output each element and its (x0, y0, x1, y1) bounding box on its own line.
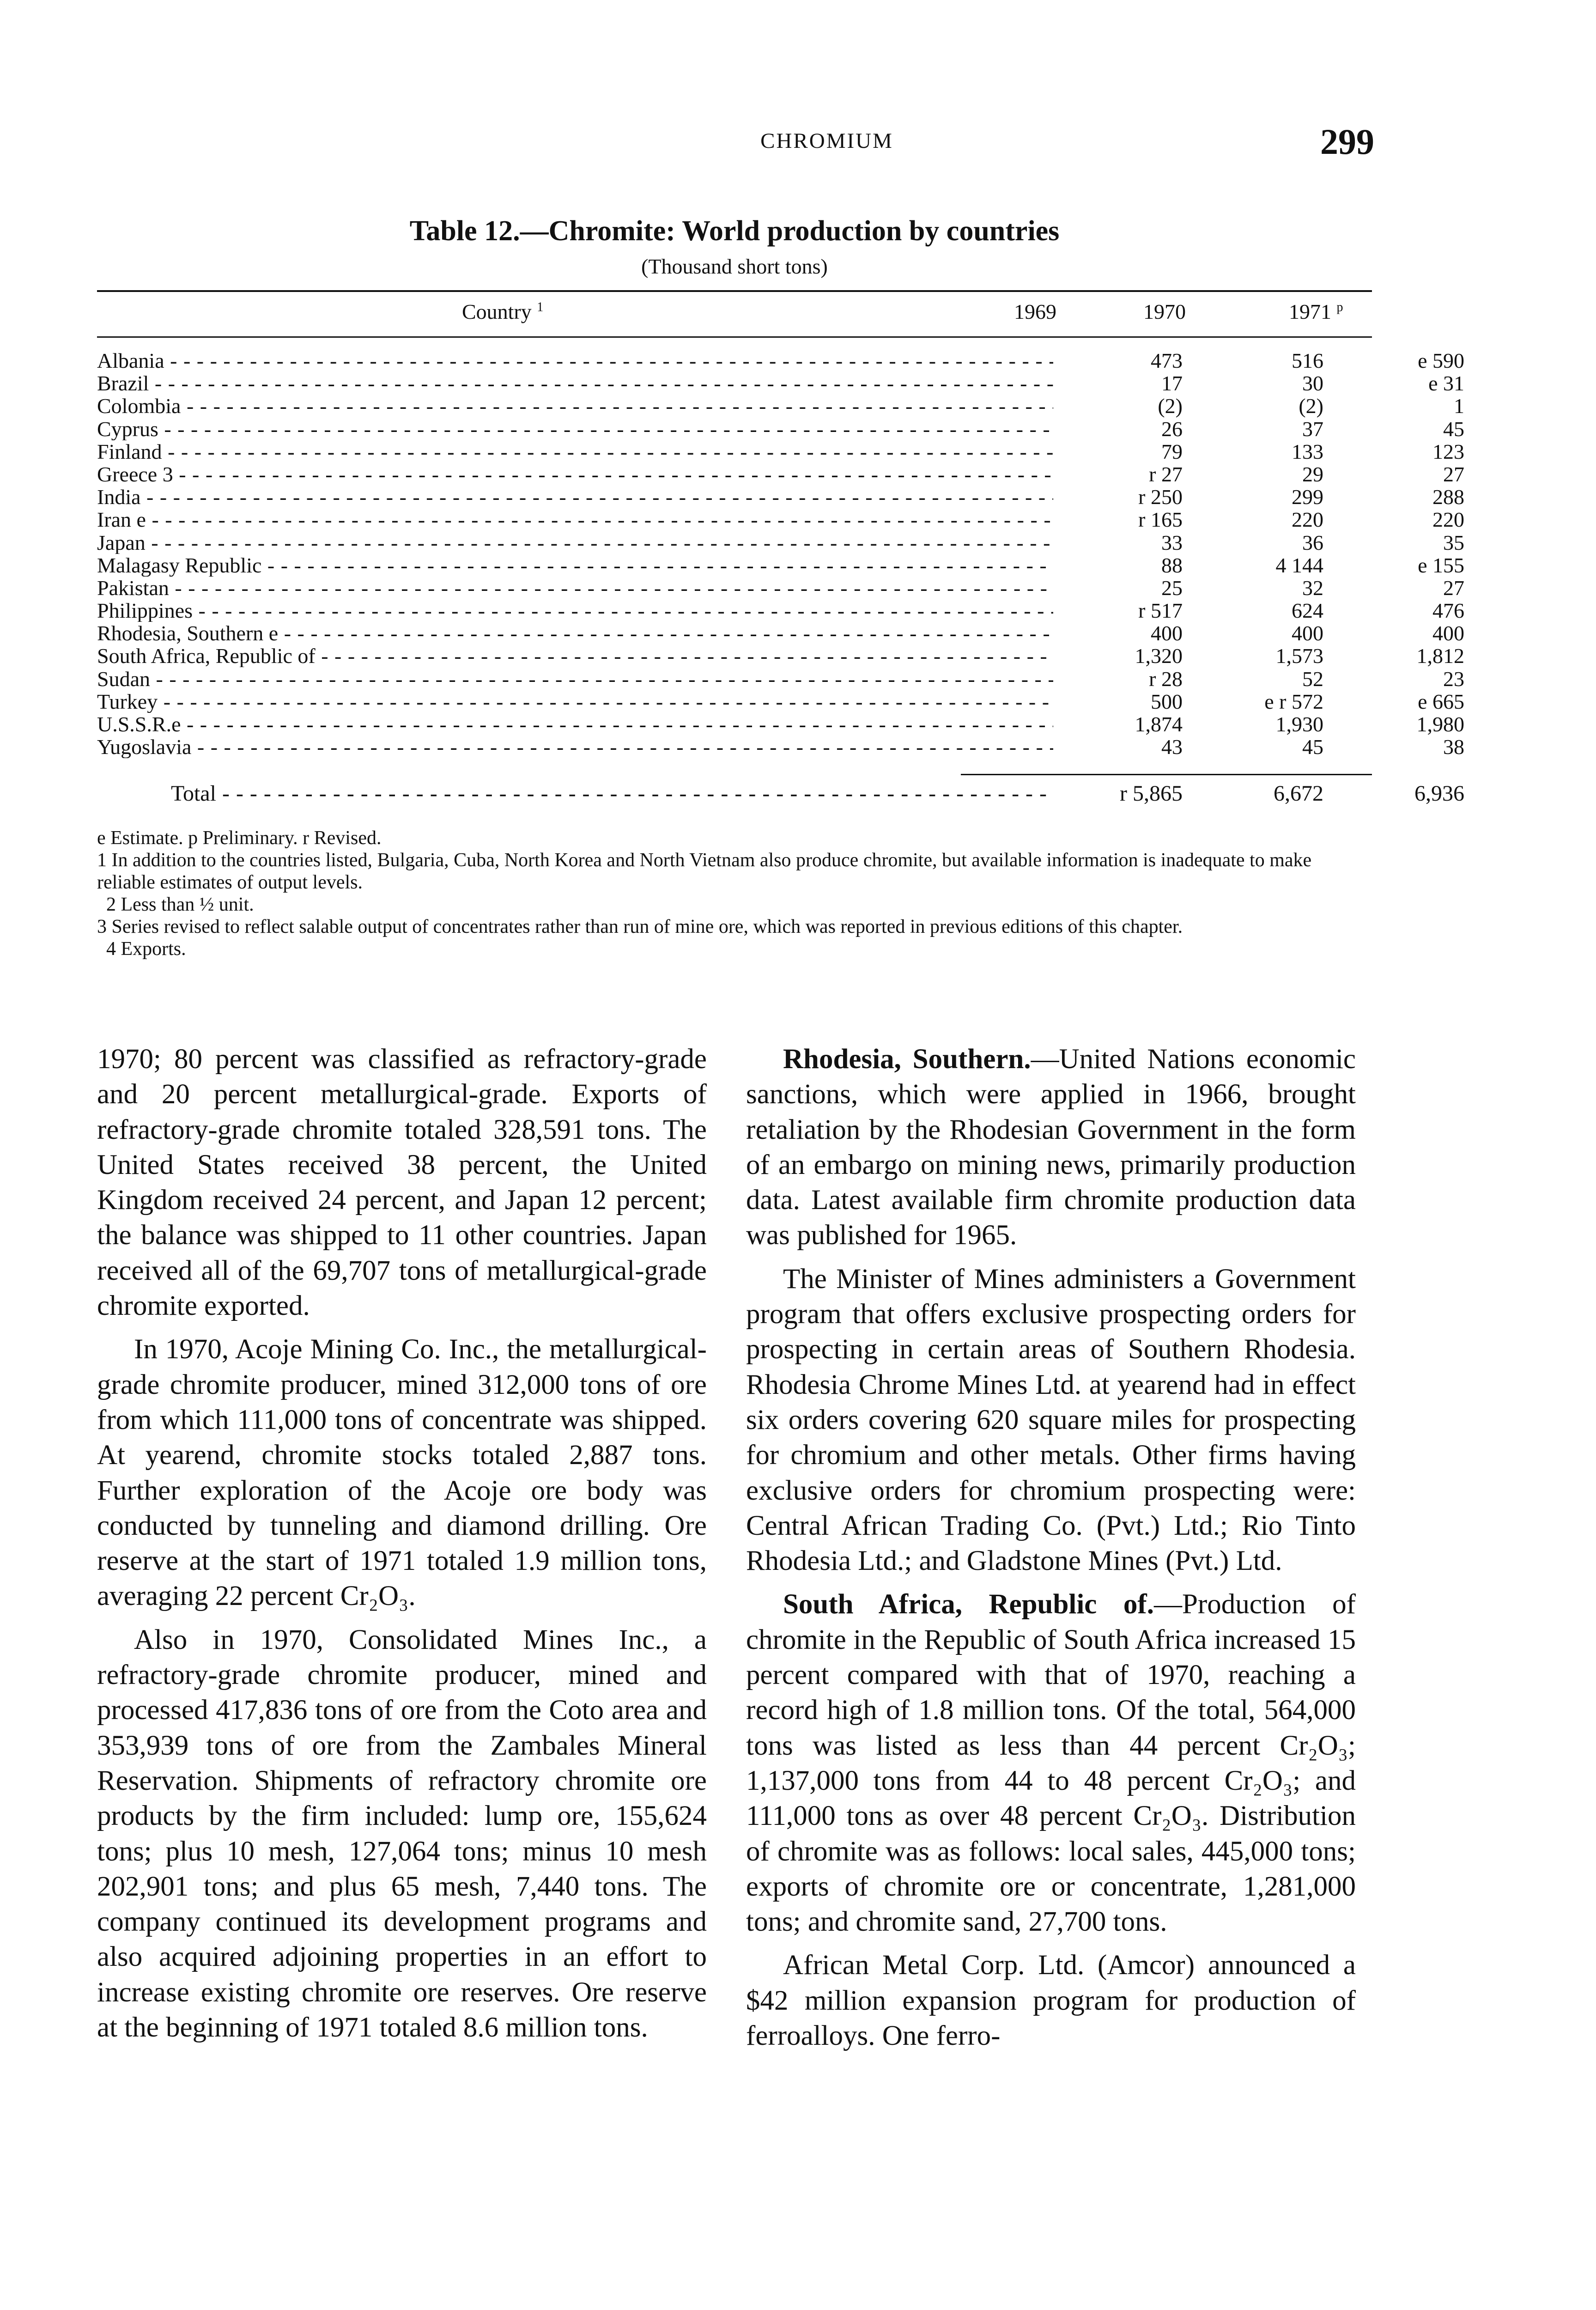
value-1970-cell: 400 (1292, 621, 1323, 645)
value-1969-cell: 500 (1151, 689, 1183, 713)
value-1970-cell: 30 (1302, 371, 1323, 395)
value-1969-cell: 1,320 (1135, 644, 1183, 668)
value-1971-cell: 27 (1443, 576, 1464, 600)
value-1971-cell: 1 (1454, 394, 1464, 418)
value-1970-cell: 220 (1292, 508, 1323, 532)
country-cell: Turkey - - - (97, 690, 1053, 713)
country-cell: Cyprus - - - (97, 418, 1053, 440)
value-1970-cell: 37 (1302, 417, 1323, 441)
country-cell: Finland - - - (97, 440, 1053, 463)
value-1970-cell: 4 144 (1275, 553, 1323, 577)
right-paragraph-1: Rhodesia, Southern.—United Nations economic sanctions, which were applied in 1966, brought retaliation by the Rhodesian Government in the form of an embargo on mining news, primarily production data. Latest available firm chromite production data was published for 1965. (746, 1044, 1356, 1251)
header-year-1969: 1969 (1014, 300, 1056, 323)
country-cell: Philippines - - - (97, 599, 1053, 622)
country-cell: Malagasy Republic - - - (97, 554, 1053, 577)
value-1971-cell: e 665 (1418, 689, 1464, 713)
header-year-1971: 1971 $^p$ (1289, 300, 1343, 323)
value-1969-cell: 473 (1151, 349, 1183, 372)
table-row (97, 667, 1464, 691)
right-paragraph-2: The Minister of Mines administers a Government program that offers exclusive prospecting orders for prospecting in certain areas of Southern Rhodesia. Rhodesia Chrome Mines Ltd. at yearend had in effect six orders covering 620 square miles for prospecting for chromium and other metals. Other firms having exclusive orders for chromium prospecting were: Central African Trading Co. (Pvt.) Ltd.; Rio Tinto Rhodesia Ltd.; and Gladstone Mines (Pvt.) Ltd. (746, 1263, 1356, 1577)
value-1969-cell: (2) (1158, 394, 1183, 418)
value-1969-cell: 88 (1161, 553, 1183, 577)
table-row (97, 553, 1464, 577)
left-column (97, 1042, 707, 2054)
value-1969-cell: 33 (1161, 530, 1183, 554)
value-1969-cell: r 517 (1138, 599, 1183, 623)
table-subtitle: (Thousand short tons) (641, 255, 828, 278)
right-paragraph-3: South Africa, Republic of.—Production of chromite in the Republic of South Africa increased 15 percent compared with that of 1970, reaching a record high of 1.8 million tons. Of the total, 564,000 tons was listed as less than 44 percent Cr₂O₃; 1,137,000 tons from 44 to 48 percent Cr₂O₃; and 111,000 tons as over 48 percent Cr₂O₃. Distribution of chromite was as follows: local sales, 445,000 tons; exports of chromite ore or concentrate, 1,281,000 tons; and chromite sand, 27,700 tons. (746, 1589, 1356, 1938)
country-cell: South Africa, Republic of - - - (97, 644, 1053, 667)
value-1971-cell: 220 (1432, 508, 1464, 532)
country-cell: Greece 3 - - - (97, 463, 1053, 486)
country-cell: India - - - (97, 486, 1053, 508)
table-row (97, 644, 1464, 668)
footnote-3: 3 Series revised to reflect salable output of concentrates rather than run of mine ore, which was reported in previous editions of this chapter. (97, 916, 1183, 937)
heading-south-africa: South Africa, Republic of. (783, 1589, 1154, 1620)
country-cell: Colombia - - - (97, 395, 1053, 417)
value-1971-cell: 288 (1432, 485, 1464, 509)
total-1971: 6,936 (1414, 781, 1464, 806)
value-1969-cell: r 27 (1149, 462, 1183, 486)
table-row (97, 712, 1464, 736)
value-1969-cell: 25 (1161, 576, 1183, 600)
country-cell: U.S.S.R.e - - - (97, 713, 1053, 736)
value-1971-cell: e 31 (1428, 371, 1464, 395)
left-paragraph-1: 1970; 80 percent was classified as refractory-grade and 20 percent metallurgical-grade. Exports of refractory-grade chromite totaled 328,591 tons. The United States received 38 percent, the United Kingdom received 24 percent, and Japan 12 percent; the balance was shipped to 11 other countries. Japan received all of the 69,707 tons of metallurgical-grade chromite exported. (97, 1044, 707, 1322)
table-row (97, 735, 1464, 759)
value-1971-cell: 1,980 (1416, 712, 1464, 736)
country-cell: Japan - - - (97, 531, 1053, 554)
table-row (97, 508, 1464, 532)
value-1969-cell: 26 (1161, 417, 1183, 441)
table-row (97, 621, 1464, 645)
value-1969-cell: r 250 (1138, 485, 1183, 509)
value-1970-cell: 36 (1302, 530, 1323, 554)
value-1969-cell: r 165 (1138, 508, 1183, 532)
table-title: Table 12.—Chromite: World production by countries (409, 215, 1060, 247)
value-1971-cell: 123 (1432, 439, 1464, 463)
value-1970-cell: 299 (1292, 485, 1323, 509)
value-1970-cell: 45 (1302, 735, 1323, 759)
country-cell: Pakistan - - - (97, 577, 1053, 599)
total-rule (961, 774, 1372, 775)
header-year-1970: 1970 (1143, 300, 1186, 323)
running-title: CHROMIUM (760, 129, 893, 153)
table-row (97, 485, 1464, 509)
value-1971-cell: 27 (1443, 462, 1464, 486)
value-1970-cell: 516 (1292, 349, 1323, 372)
value-1971-cell: 23 (1443, 667, 1464, 691)
value-1971-cell: 400 (1432, 621, 1464, 645)
country-cell: Rhodesia, Southern e - - - (97, 622, 1053, 644)
footnote-1: 1 In addition to the countries listed, Bulgaria, Cuba, North Korea and North Vietnam also produce chromite, but available information is inadequate to make reliable estimates of output levels. (97, 850, 1312, 893)
value-1971-cell: 45 (1443, 417, 1464, 441)
value-1970-cell: 133 (1292, 439, 1323, 463)
right-paragraph-4: African Metal Corp. Ltd. (Amcor) announced a $42 million expansion program for production of ferroalloys. One ferro- (746, 1950, 1356, 2052)
value-1970-cell: 29 (1302, 462, 1323, 486)
table-footnotes (97, 827, 1372, 960)
table-row (97, 462, 1464, 486)
value-1969-cell: 400 (1151, 621, 1183, 645)
value-1971-cell: 35 (1443, 530, 1464, 554)
value-1971-cell: 1,812 (1416, 644, 1464, 668)
value-1970-cell: 624 (1292, 599, 1323, 623)
total-1970: 6,672 (1274, 781, 1323, 806)
table-row (97, 576, 1464, 600)
footnote-legend: e Estimate. p Preliminary. r Revised. (97, 827, 382, 849)
table-row (97, 439, 1464, 463)
table-row (97, 349, 1464, 372)
value-1969-cell: 1,874 (1135, 712, 1183, 736)
table-row (97, 371, 1464, 395)
page-number: 299 (1320, 122, 1374, 162)
header-country: Country $^1$ (462, 300, 544, 323)
country-cell: Yugoslavia - - - (97, 736, 1053, 758)
left-paragraph-2: In 1970, Acoje Mining Co. Inc., the metallurgical-grade chromite producer, mined 312,000 tons of ore from which 111,000 tons of concentrate was shipped. At yearend, chromite stocks totaled 2,887 tons. Further exploration of the Acoje ore body was conducted by tunneling and diamond drilling. Ore reserve at the start of 1971 totaled 1.9 million tons, averaging 22 percent Cr₂O₃. (97, 1334, 707, 1612)
table-row (97, 394, 1464, 418)
footnote-4: 4 Exports. (106, 938, 186, 960)
country-cell: Brazil - - - (97, 372, 1053, 395)
value-1969-cell: 79 (1161, 439, 1183, 463)
value-1969-cell: r 28 (1149, 667, 1183, 691)
value-1969-cell: 43 (1161, 735, 1183, 759)
table-body (97, 349, 1464, 759)
table-header-rule (97, 336, 1372, 338)
table-top-rule (97, 290, 1372, 292)
value-1969-cell: 17 (1161, 371, 1183, 395)
table-row (97, 417, 1464, 441)
value-1971-cell: 476 (1432, 599, 1464, 623)
table-row (97, 599, 1464, 623)
value-1971-cell: e 590 (1418, 349, 1464, 372)
table-total-row (97, 781, 1464, 808)
country-cell: Iran e - - - (97, 508, 1053, 531)
footnote-2: 2 Less than ½ unit. (106, 894, 254, 915)
value-1970-cell: 1,930 (1275, 712, 1323, 736)
value-1970-cell: e r 572 (1264, 689, 1323, 713)
value-1970-cell: 52 (1302, 667, 1323, 691)
value-1970-cell: (2) (1299, 394, 1323, 418)
table-row (97, 530, 1464, 554)
total-label: Total - - - (171, 781, 1053, 807)
value-1970-cell: 1,573 (1275, 644, 1323, 668)
total-1969: r 5,865 (1120, 781, 1183, 806)
table-row (97, 689, 1464, 713)
country-cell: Sudan - - - (97, 668, 1053, 690)
country-cell: Albania - - - (97, 349, 1053, 372)
value-1970-cell: 32 (1302, 576, 1323, 600)
value-1971-cell: e 155 (1418, 553, 1464, 577)
left-paragraph-3: Also in 1970, Consolidated Mines Inc., a refractory-grade chromite producer, mined and processed 417,836 tons of ore from the Coto area and 353,939 tons of ore from the Zambales Mineral Reservation. Shipments of refractory chromite ore products by the firm included: lump ore, 155,624 tons; plus 10 mesh, 127,064 tons; minus 10 mesh 202,901 tons; and plus 65 mesh, 7,440 tons. The company continued its development programs and also acquired adjoining properties in an effort to increase existing chromite ore reserves. Ore reserve at the beginning of 1971 totaled 8.6 million tons. (97, 1624, 707, 2043)
value-1971-cell: 38 (1443, 735, 1464, 759)
heading-rhodesia: Rhodesia, Southern. (783, 1044, 1031, 1075)
right-column (746, 1042, 1356, 2062)
